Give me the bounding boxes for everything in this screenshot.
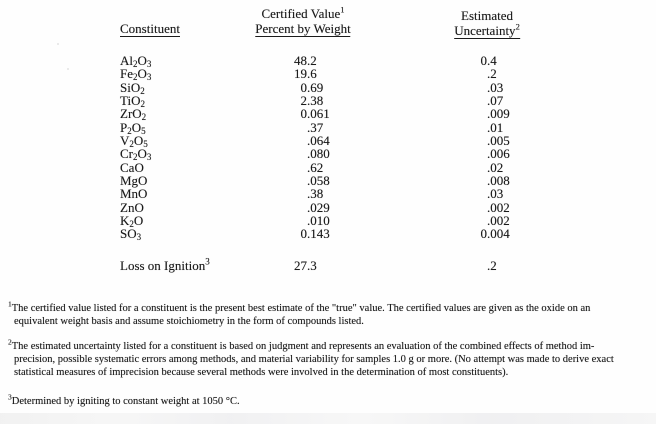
value-cell: [230, 161, 400, 174]
table-row: [0, 187, 656, 200]
table-row: [0, 93, 656, 110]
table-row: [0, 121, 656, 134]
constituent-cell: TiO$_2$: [120, 93, 145, 110]
value-cell: [230, 67, 400, 80]
footnote-line: statistical measures of imprecision because several methods were involved in the determination of most constituents).: [14, 366, 509, 378]
table-row: [0, 66, 656, 83]
uncertainty-fraction: .2: [487, 66, 497, 82]
constituent-cell: $K_2O$: [120, 213, 144, 230]
constituent-cell: $V_2O_5$: [120, 133, 148, 150]
certified-value-header-line2: [255, 22, 350, 37]
value-fraction: .143: [307, 226, 330, 242]
uncertainty-cell: [412, 161, 582, 174]
value-whole: [230, 174, 307, 187]
value-whole: 48: [294, 53, 307, 68]
uncertainty-cell: [412, 94, 582, 107]
column-header-certified-value: [255, 4, 351, 37]
certified-value-header-line1: [255, 4, 350, 21]
uncertainty-cell: [412, 214, 582, 227]
constituent-cell: ZrO$_2$: [120, 106, 147, 123]
value-whole: [230, 214, 307, 227]
uncertainty-fraction: .03: [487, 79, 504, 95]
value-fraction: .064: [307, 133, 330, 149]
uncertainty-whole: 0: [480, 53, 487, 68]
uncertainty-whole: [412, 121, 487, 134]
uncertainty-whole: [412, 107, 487, 120]
value-fraction: .62: [307, 159, 324, 175]
constituent-cell: ZnO: [120, 199, 144, 215]
value-fraction: .69: [307, 79, 324, 95]
uncertainty-word: Uncertainty: [454, 23, 516, 38]
scan-speck: [67, 68, 69, 70]
constituent-cell: SiO$_2$: [120, 79, 145, 96]
uncertainty-whole: 0: [480, 226, 487, 242]
uncertainty-cell: [412, 187, 582, 200]
bottom-scan-shading: [0, 413, 656, 424]
value-whole: 0: [300, 106, 307, 122]
constituent-cell: Loss on Ignition$^3$: [120, 256, 210, 273]
scan-speck: [57, 43, 59, 45]
value-whole: [230, 187, 307, 200]
uncertainty-fraction: .002: [487, 213, 510, 229]
footnote-line: precision, possible systematic errors among methods, and material variability for samples 1.0 g or more. (No attempt was made to derive exact: [14, 353, 614, 365]
footnote-line: $^2$The estimated uncertainty listed for a constituent is based on judgment and represents an evaluation of the combined effects of method im-: [8, 337, 595, 352]
value-whole: 0: [300, 226, 307, 242]
footnote-line: equivalent weight basis and assume stoichiometry in the form of compounds listed.: [14, 315, 364, 327]
uncertainty-whole: [412, 187, 487, 200]
value-cell: [230, 94, 400, 107]
value-whole: 0: [300, 79, 307, 95]
value-cell: [230, 81, 400, 94]
table-row: [0, 256, 656, 273]
constituent-cell: $Fe_2O_3$: [120, 66, 152, 83]
value-cell: [230, 187, 400, 200]
constituent-cell: $P_2O_5$: [120, 119, 146, 136]
value-fraction: .6: [307, 66, 317, 82]
value-fraction: .058: [307, 173, 330, 189]
loss-on-ignition-row: [0, 256, 656, 273]
uncertainty-label: [454, 21, 520, 39]
column-header-estimated-uncertainty: [454, 9, 520, 39]
value-fraction: .38: [307, 93, 324, 109]
uncertainty-fraction: .002: [487, 199, 510, 215]
value-fraction: .38: [307, 186, 324, 202]
uncertainty-cell: [412, 259, 582, 272]
footnote-line: $^1$The certified value listed for a constituent is the present best estimate of the "true" value. The certified values are given as the oxide on an: [8, 299, 591, 314]
value-cell: [230, 54, 400, 67]
uncertainty-whole: [412, 214, 487, 227]
uncertainty-fraction: .07: [487, 93, 504, 109]
value-cell: [230, 214, 400, 227]
table-row: [0, 201, 656, 214]
uncertainty-fraction: .02: [487, 159, 504, 175]
estimated-header-line2: [454, 21, 520, 39]
value-whole: [230, 134, 307, 147]
value-cell: [230, 227, 400, 240]
uncertainty-cell: [412, 107, 582, 120]
estimated-header-line1: Estimated: [461, 8, 513, 23]
uncertainty-fraction: .01: [487, 119, 504, 135]
uncertainty-cell: [412, 201, 582, 214]
footnote-marker: 3: [8, 392, 12, 402]
uncertainty-whole: [412, 201, 487, 214]
uncertainty-whole: [412, 174, 487, 187]
table-row: [0, 106, 656, 123]
value-fraction: .010: [307, 213, 330, 229]
table-row: [0, 226, 656, 243]
footnote-marker: 1: [8, 299, 12, 309]
value-fraction: .2: [307, 53, 317, 68]
table-row: [0, 213, 656, 230]
uncertainty-whole: [412, 134, 487, 147]
value-fraction: .080: [307, 146, 330, 162]
uncertainty-fraction: .2: [487, 258, 497, 273]
constituent-table-body: [0, 54, 656, 241]
uncertainty-whole: [412, 161, 487, 174]
column-header-constituent: [120, 22, 180, 37]
value-whole: [230, 121, 307, 134]
uncertainty-whole: [412, 147, 487, 160]
table-row: [0, 133, 656, 150]
uncertainty-cell: [412, 227, 582, 240]
value-cell: [230, 147, 400, 160]
constituent-cell: MgO: [120, 173, 148, 189]
constituent-header-label: Constituent: [120, 21, 180, 36]
footnote-2: [8, 337, 650, 380]
constituent-cell: $Cr_2O_3$: [120, 146, 152, 163]
footnote-1: [8, 299, 650, 329]
uncertainty-whole: [412, 67, 487, 80]
value-cell: [230, 259, 400, 272]
uncertainty-cell: [412, 121, 582, 134]
value-cell: [230, 107, 400, 120]
footnote-ref-2: 2: [515, 21, 520, 32]
uncertainty-fraction: .03: [487, 186, 504, 202]
value-fraction: .3: [307, 258, 317, 273]
value-whole: 19: [294, 66, 307, 82]
footnote-3: [8, 392, 650, 409]
value-whole: 27: [294, 258, 307, 273]
value-cell: [230, 134, 400, 147]
uncertainty-fraction: .009: [487, 106, 510, 122]
uncertainty-fraction: .006: [487, 146, 510, 162]
value-whole: [230, 161, 307, 174]
uncertainty-fraction: .008: [487, 173, 510, 189]
value-cell: [230, 121, 400, 134]
constituent-cell: MnO: [120, 186, 148, 202]
table-row: [0, 146, 656, 163]
uncertainty-fraction: .005: [487, 133, 510, 149]
table-row: [0, 54, 656, 67]
value-cell: [230, 201, 400, 214]
uncertainty-cell: [412, 174, 582, 187]
uncertainty-cell: [412, 67, 582, 80]
uncertainty-cell: [412, 134, 582, 147]
constituent-cell: CaO: [120, 159, 144, 175]
uncertainty-whole: [412, 259, 487, 272]
uncertainty-fraction: .004: [487, 226, 510, 242]
table-row: [0, 81, 656, 94]
footnote-line: $^3$Determined by igniting to constant weight at 1050 °C.: [8, 392, 240, 407]
uncertainty-whole: [412, 94, 487, 107]
value-fraction: .029: [307, 199, 330, 215]
certified-value-label: Certified Value: [261, 6, 341, 21]
uncertainty-cell: [412, 147, 582, 160]
uncertainty-cell: [412, 54, 582, 67]
value-whole: [230, 147, 307, 160]
uncertainty-whole: [412, 81, 487, 94]
value-fraction: .37: [307, 119, 324, 135]
value-whole: [230, 201, 307, 214]
percent-by-weight-label: Percent by Weight: [255, 21, 351, 36]
footnote-ref-1: 1: [340, 4, 345, 15]
table-row: [0, 161, 656, 174]
uncertainty-cell: [412, 81, 582, 94]
footnote-marker: 2: [8, 337, 12, 347]
constituent-cell: $Al_2O_3$: [120, 53, 152, 69]
value-whole: 2: [300, 93, 307, 109]
value-cell: [230, 174, 400, 187]
table-row: [0, 174, 656, 187]
uncertainty-fraction: .4: [487, 53, 497, 68]
constituent-cell: $SO_3$: [120, 226, 142, 243]
value-fraction: .061: [307, 106, 330, 122]
